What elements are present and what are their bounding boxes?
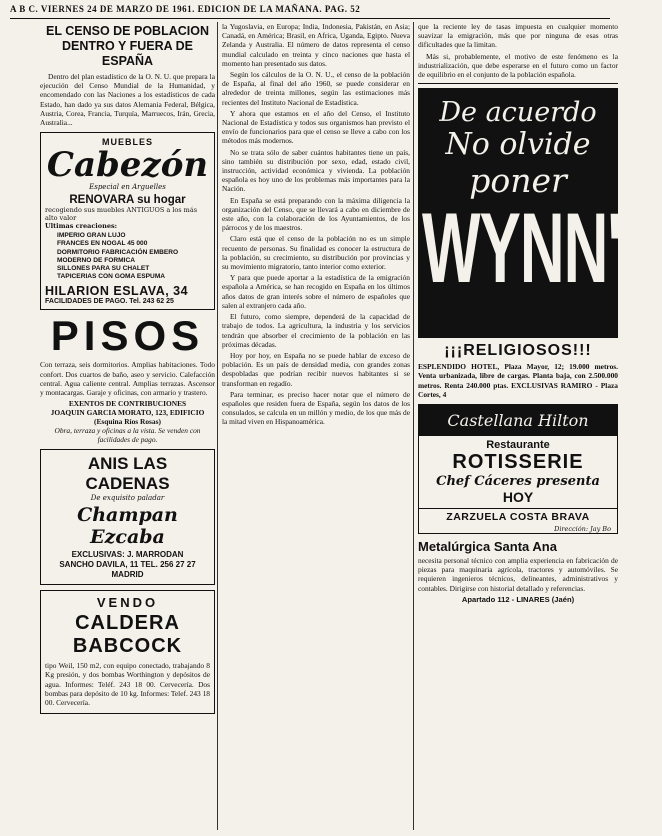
article-paragraph: El futuro, como siempre, dependerá de la capacidad de trabajo de todos. La agricultura, la industria y los servicios tendrán que absorber el crecimiento de la población en las próximas décadas. <box>222 312 410 349</box>
article-paragraph: que la reciente ley de tasas impuesta en cualquier momento suavizar la emigración, más que por ninguna de esas otras dificultades que la limitan. <box>418 22 618 50</box>
article-paragraph: Y para que puede aportar a la estadística de la emigración española a América, se han recogido en España en los últimos años datos de gran interés sobre el número de españoles que salen al extranjero cada año. <box>222 273 410 310</box>
ad-hotel-name: Castellana Hilton <box>419 405 617 436</box>
article-paragraph: En España se está preparando con la máxima diligencia la organización del Censo, que se llevará a cabo en diciembre de este año, con la colaboración de los Ayuntamientos, de los párrocos y de los maestros. <box>222 195 410 233</box>
list-item: TAPICERIAS CON GOMA ESPUMA <box>57 273 166 281</box>
ad-religiosos <box>418 342 618 399</box>
divider <box>418 83 618 84</box>
article-headline: EL CENSO DE POBLACION DENTRO Y FUERA DE ESPAÑA <box>46 24 209 68</box>
ad-today: HOY <box>502 489 534 506</box>
column-right <box>418 22 662 830</box>
ad-champagne: Champan Ezcaba <box>77 504 178 549</box>
article-paragraph: Para terminar, es preciso hacer notar que el número de españoles que residen fuera de España, según los datos de los consulados, se calcula en un millón y medio, de los que más de la mitad viven en Hispanoamérica. <box>222 389 410 427</box>
ad-body: Con terraza, seis dormitorios. Amplias habitaciones. Todo confort. Dos cuartos de baño, aseo y servicio. Calefacción central. Agua caliente central. Amplias terrazas. Ascensor y montacargas. Garaje y oficinas, con armario y trastero. <box>40 360 215 398</box>
ad-dish: ZARZUELA COSTA BRAVA <box>419 508 617 525</box>
ad-exclusivas: EXCLUSIVAS: J. MARRODAN <box>71 550 184 560</box>
ad-wynns <box>418 88 662 338</box>
column-left <box>40 22 215 830</box>
ad-item-list <box>57 232 210 281</box>
article-paragraph: Claro está que el censo de la población no es un simple recuento de personas. Su finalidad es conocer la estructura de la población, su crecimiento, su distribución por provincias y su movimiento migratorio, tanto interior como exterior. <box>222 234 410 272</box>
ad-chef: Chef Cáceres presenta <box>436 474 600 490</box>
ad-anis-las-cadenas <box>40 449 215 585</box>
article-paragraph: No se trata sólo de saber cuántos habitantes tiene un país, sino también su distribución por sexo, edad, estado civil, instrucción, actividad económica y vivienda. La población española es hoy uno de los problemas más importantes para la Nación. <box>222 147 410 194</box>
ad-headline: RENOVARA su hogar <box>69 194 186 207</box>
ad-body: necesita personal técnico con amplia experiencia en fabricación de piezas para maquinaria agrícola, tractores y automóviles. Se requieren ingenieros técnicos, delineantes, administrativos y contables. Dirigirse con historial detallado y referencias. <box>418 556 618 593</box>
ad-address: HILARION ESLAVA, 34 <box>45 284 189 299</box>
ad-restaurant-label: Restaurante <box>486 439 550 452</box>
ad-direction: Dirección: Jay Bo <box>554 525 611 534</box>
column-rule <box>217 22 218 830</box>
list-item: IMPERIO GRAN LUJO <box>57 232 126 240</box>
ad-vendo-caldera <box>40 590 215 714</box>
article-paragraph: Según los cálculos de la O. N. U., el censo de la población de España, al final del año 1960, se puede considerar en alrededor de treinta millones, según las estimaciones más recientes del Instituto Nacional de Estadística. <box>222 70 410 107</box>
column-rule <box>413 22 414 830</box>
ad-title: VENDO <box>96 595 159 611</box>
ad-title: Metalúrgica Santa Ana <box>418 539 557 555</box>
ad-exentos: EXENTOS DE CONTRIBUCIONES <box>68 399 187 409</box>
ad-title: ¡¡¡RELIGIOSOS!!! <box>444 342 592 360</box>
ad-rotisserie: ROTISSERIE <box>452 451 584 474</box>
ad-text: recogiendo sus muebles ANTIGUOS a los más alto valor <box>45 206 198 223</box>
ad-line: De acuerdo <box>439 97 597 129</box>
ad-promotor: JOAQUIN GARCIA MORATO, 123, EDIFICIO (Esquina Ríos Rosas) <box>50 408 205 427</box>
ad-muebles-cabezon <box>40 132 215 310</box>
ad-restaurant-block <box>419 436 617 508</box>
list-item: SILLONES PARA SU CHALET <box>57 265 150 273</box>
ad-metalurgica <box>418 539 618 604</box>
ad-city: MADRID <box>111 570 144 580</box>
ad-tagline: Especial en Arguelles <box>89 183 166 192</box>
ad-line: No olvide <box>445 127 591 163</box>
article-paragraph: Y ahora que estamos en el año del Censo, el Instituto Nacional de Estadística y todos sus organismos han previsto el envío de funcionarios para que el censo se lleve a cabo con los métodos más modernos. <box>222 108 410 146</box>
ad-title: ANIS LAS CADENAS <box>85 454 170 494</box>
list-item: FRANCES EN NOGAL 45 000 <box>57 240 148 248</box>
article-paragraph: Más si, probablemente, el motivo de este fenómeno es la industrialización, que debe esperarse en el futuro como un factor de equilibrio en el conjunto de la población española. <box>418 51 618 80</box>
ad-payment: FACILIDADES DE PAGO. Tel. 243 62 25 <box>45 298 174 306</box>
article-paragraph: la Yugoslavia, en Europa; India, Indonesia, Pakistán, en Asia; Canadá, en América; Brasil, en Africa, Uganda, Egipto. Nueva Zelanda y Australia. El número de datos representa el censo mundial calculado en treinta y cinco naciones que hasta el momento han presentado sus datos. <box>222 22 410 68</box>
ad-pisos <box>40 312 215 445</box>
list-item: DORMITORIO FABRICACIÓN EMBERO <box>57 248 179 256</box>
column-middle <box>222 22 410 830</box>
ad-title: PISOS <box>50 312 205 360</box>
ad-footer: Apartado 112 - LINARES (Jaén) <box>461 594 575 604</box>
ad-label: MUEBLES <box>101 137 153 148</box>
ad-brand: Cabezón <box>46 145 209 186</box>
page-header: A B C. VIERNES 24 DE MARZO DE 1961. EDICION DE LA MAÑANA. PAG. 52 <box>10 4 610 19</box>
ad-brand: WYNN'S <box>422 194 662 305</box>
ad-item: CALDERA BABCOCK <box>72 612 183 658</box>
article-paragraph: Hoy por hoy, en España no se puede hablar de exceso de población. Es un país de densidad media, con grandes zonas despobladas que podrían recibir nuevos habitantes si se transforman en regadío. <box>222 350 410 388</box>
ad-castellana-hilton <box>418 404 618 534</box>
ad-line: poner <box>469 161 567 201</box>
ad-subtitle: De exquisito paladar <box>90 494 165 503</box>
article-lead: Dentro del plan estadístico de la O. N. U. que prepara la ejecución del Censo Mundial de la Humanidad, y encomendado con las Naciones a los estadísticos de cada Estado, han dado ya sus datos Alemania Federal, Bélgica, Austria, Corea, Francia, Turquía, Marruecos, Irán, Grecia, Australia... <box>40 72 215 128</box>
ad-subheading: Ultimas creaciones: <box>45 222 118 231</box>
ad-info: Obra, terraza y oficinas a la vista. Se venden con facilidades de pago. <box>54 426 201 445</box>
list-item: MODERNO DE FORMICA <box>57 256 136 264</box>
ad-body: ESPLENDIDO HOTEL, Plaza Mayor, 12; 19.000 metros. Venta urbanizada, libre de cargas. Planta baja, con 2.500.000 metros. Renta 240.000 ptas. EXCLUSIVAS RAMIRO - Plaza Cortes, 4 <box>418 362 618 399</box>
ad-body: tipo Weil, 150 m2, con equipo conectado, trabajando 8 Kg presión, y dos bombas Worthington y depósitos de agua. Informes: Teléf. 243 18 00. Cervecería. Dos bombas para depósito de 10 kg. Informes: Telef. 243 18 00. Cervecería. <box>45 661 210 708</box>
ad-address: SANCHO DAVILA, 11 TEL. 256 27 27 <box>59 560 196 570</box>
